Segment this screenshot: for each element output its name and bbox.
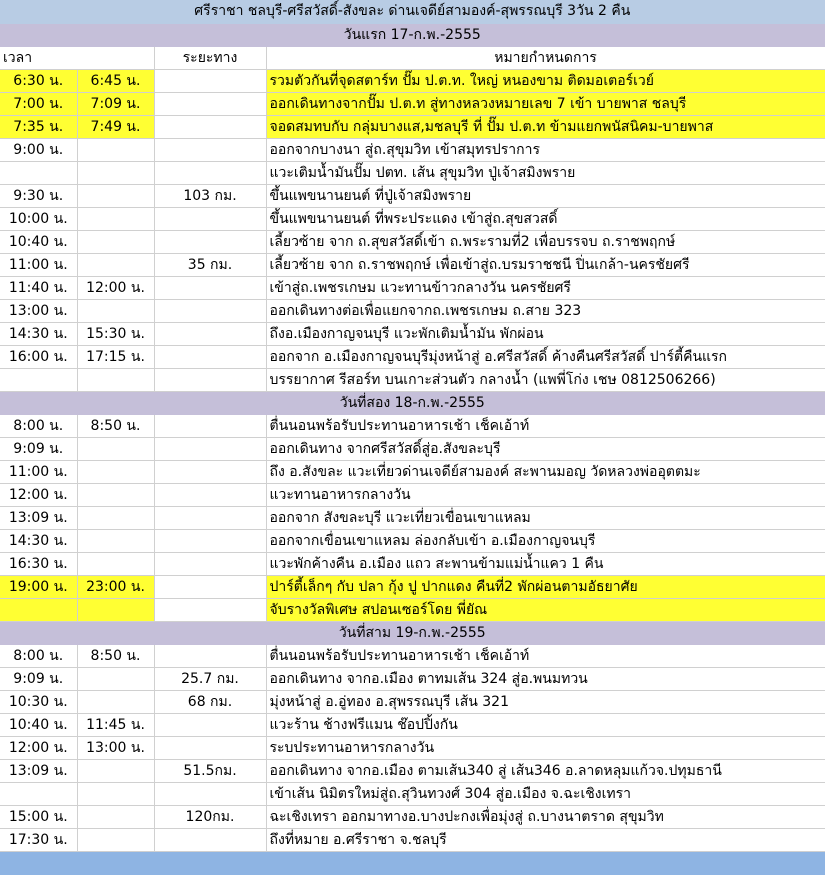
- distance: [154, 460, 266, 483]
- distance: [154, 713, 266, 736]
- schedule-row: [0, 828, 825, 851]
- day-label: วันแรก 17-ก.พ.-2555: [0, 23, 825, 46]
- activity: ออกเดินทาง จากอ.เมือง ตาทมเส้น 324 สู่อ.พนมทวน: [266, 667, 825, 690]
- activity: ตื่นนอนพร้อรับประทานอาหารเช้า เช็คเอ้าท์: [266, 644, 825, 667]
- activity: เข้าสู่ถ.เพชรเกษม แวะทานข้าวกลางวัน นครชัยศรี: [266, 276, 825, 299]
- start-time: 19:00 น.: [0, 575, 77, 598]
- distance: [154, 138, 266, 161]
- activity: ออกจาก อ.เมืองกาญจนบุรีมุ่งหน้าสู่ อ.ศรีสวัสดิ์ ค้างคืนศรีสวัสดิ์ ปาร์ตี้คืนแรก: [266, 345, 825, 368]
- end-time: [77, 437, 154, 460]
- start-time: 12:00 น.: [0, 483, 77, 506]
- end-time: 13:00 น.: [77, 736, 154, 759]
- schedule-row: [0, 253, 825, 276]
- end-time: [77, 230, 154, 253]
- distance: [154, 115, 266, 138]
- distance: [154, 828, 266, 851]
- footer-cell: [0, 851, 825, 874]
- schedule-row: [0, 759, 825, 782]
- start-time: [0, 598, 77, 621]
- start-time: 7:35 น.: [0, 115, 77, 138]
- activity: ตื่นนอนพร้อรับประทานอาหารเช้า เช็คเอ้าท์: [266, 414, 825, 437]
- start-time: 9:00 น.: [0, 138, 77, 161]
- schedule-row: [0, 667, 825, 690]
- start-time: [0, 161, 77, 184]
- distance: [154, 368, 266, 391]
- activity: บรรยากาศ รีสอร์ท บนเกาะส่วนตัว กลางน้ำ (แพพี่โก่ง เชษ 0812506266): [266, 368, 825, 391]
- start-time: 13:09 น.: [0, 759, 77, 782]
- activity: แวะเติมน้ำมันปั๊ม ปตท. เส้น สุขุมวิท ปู่เจ้าสมิงพราย: [266, 161, 825, 184]
- activity: จับรางวัลพิเศษ สปอนเซอร์โดย พี่ยัณ: [266, 598, 825, 621]
- distance: [154, 575, 266, 598]
- end-time: 8:50 น.: [77, 414, 154, 437]
- activity: แวะทานอาหารกลางวัน: [266, 483, 825, 506]
- distance: 25.7 กม.: [154, 667, 266, 690]
- end-time: 6:45 น.: [77, 69, 154, 92]
- day-header-row: [0, 621, 825, 644]
- end-time: 12:00 น.: [77, 276, 154, 299]
- schedule-row: [0, 805, 825, 828]
- start-time: 16:00 น.: [0, 345, 77, 368]
- schedule-row: [0, 552, 825, 575]
- end-time: [77, 207, 154, 230]
- distance: 103 กม.: [154, 184, 266, 207]
- schedule-row: [0, 713, 825, 736]
- start-time: 16:30 น.: [0, 552, 77, 575]
- distance: [154, 552, 266, 575]
- distance: [154, 414, 266, 437]
- activity: ถึง อ.สังขละ แวะเที่ยวด่านเจดีย์สามองค์ สะพานมอญ วัดหลวงพ่ออุตตมะ: [266, 460, 825, 483]
- end-time: 7:49 น.: [77, 115, 154, 138]
- start-time: 14:30 น.: [0, 322, 77, 345]
- end-time: 11:45 น.: [77, 713, 154, 736]
- end-time: [77, 667, 154, 690]
- start-time: 10:00 น.: [0, 207, 77, 230]
- activity: ขึ้นแพขนานยนต์ ที่พระประแดง เข้าสู่ถ.สุขสวสดิ์: [266, 207, 825, 230]
- activity: ฉะเชิงเทรา ออกมาทางอ.บางปะกงเพื่อมุ่งสู่ ถ.บางนาตราด สุขุมวิท: [266, 805, 825, 828]
- title-row: [0, 0, 825, 23]
- start-time: 13:09 น.: [0, 506, 77, 529]
- start-time: 12:00 น.: [0, 736, 77, 759]
- distance: [154, 230, 266, 253]
- schedule-row: [0, 115, 825, 138]
- activity: ถึงที่หมาย อ.ศรีราชา จ.ชลบุรี: [266, 828, 825, 851]
- schedule-row: [0, 322, 825, 345]
- start-time: 8:00 น.: [0, 644, 77, 667]
- start-time: 8:00 น.: [0, 414, 77, 437]
- schedule-row: [0, 598, 825, 621]
- distance: [154, 276, 266, 299]
- footer-bar: [0, 851, 825, 874]
- activity: ออกจากเขื่อนเขาแหลม ล่องกลับเข้า อ.เมืองกาญจนบุรี: [266, 529, 825, 552]
- end-time: [77, 506, 154, 529]
- distance: [154, 437, 266, 460]
- schedule-row: [0, 644, 825, 667]
- activity: ออกเดินทางจากปั๊ม ป.ต.ท สู่ทางหลวงหมายเลข 7 เข้า บายพาส ชลบุรี: [266, 92, 825, 115]
- schedule-row: [0, 92, 825, 115]
- end-time: [77, 460, 154, 483]
- distance: [154, 161, 266, 184]
- day-label: วันที่สาม 19-ก.พ.-2555: [0, 621, 825, 644]
- schedule-row: [0, 575, 825, 598]
- activity: ออกเดินทาง จากอ.เมือง ตามเส้น340 สู่ เส้น346 อ.ลาดหลุมแก้วจ.ปทุมธานี: [266, 759, 825, 782]
- distance: 35 กม.: [154, 253, 266, 276]
- end-time: [77, 782, 154, 805]
- distance: [154, 598, 266, 621]
- column-header-distance: ระยะทาง: [154, 46, 266, 69]
- end-time: 23:00 น.: [77, 575, 154, 598]
- schedule-row: [0, 345, 825, 368]
- page-title: ศรีราชา ชลบุรี-ศรีสวัสดิ์-สังขละ ด่านเจดีย์สามองค์-สุพรรณบุรี 3วัน 2 คืน: [0, 0, 825, 23]
- start-time: 9:30 น.: [0, 184, 77, 207]
- column-header-itinerary: หมายกำหนดการ: [266, 46, 825, 69]
- end-time: [77, 598, 154, 621]
- start-time: 11:40 น.: [0, 276, 77, 299]
- activity: รวมตัวกันที่จุดสตาร์ท ปั๊ม ป.ต.ท. ใหญ่ หนองขาม ติดมอเตอร์เวย์: [266, 69, 825, 92]
- start-time: 15:00 น.: [0, 805, 77, 828]
- schedule-row: [0, 184, 825, 207]
- column-header-row: [0, 46, 825, 69]
- schedule-row: [0, 368, 825, 391]
- schedule-row: [0, 69, 825, 92]
- distance: [154, 736, 266, 759]
- activity: จอดสมทบกับ กลุ่มบางแส,มชลบุรี ที่ ปั๊ม ป.ต.ท ข้ามแยกพนัสนิคม-บายพาส: [266, 115, 825, 138]
- end-time: 17:15 น.: [77, 345, 154, 368]
- distance: [154, 69, 266, 92]
- schedule-row: [0, 782, 825, 805]
- start-time: 10:40 น.: [0, 713, 77, 736]
- start-time: 17:30 น.: [0, 828, 77, 851]
- activity: เลี้ยวซ้าย จาก ถ.สุขสวัสดิ์เข้า ถ.พระรามที่2 เพื่อบรรจบ ถ.ราชพฤกษ์: [266, 230, 825, 253]
- schedule-row: [0, 161, 825, 184]
- start-time: 10:30 น.: [0, 690, 77, 713]
- day-header-row: [0, 23, 825, 46]
- activity: ระบประทานอาหารกลางวัน: [266, 736, 825, 759]
- end-time: 7:09 น.: [77, 92, 154, 115]
- schedule-row: [0, 460, 825, 483]
- distance: [154, 506, 266, 529]
- activity: แวะร้าน ช้างฟรีแมน ช๊อปปิ้งกัน: [266, 713, 825, 736]
- distance: [154, 782, 266, 805]
- distance: [154, 299, 266, 322]
- distance: 120กม.: [154, 805, 266, 828]
- end-time: [77, 138, 154, 161]
- start-time: 7:00 น.: [0, 92, 77, 115]
- activity: ถึงอ.เมืองกาญจนบุรี แวะพักเติมน้ำมัน พักผ่อน: [266, 322, 825, 345]
- schedule-row: [0, 483, 825, 506]
- end-time: [77, 805, 154, 828]
- distance: [154, 322, 266, 345]
- end-time: [77, 529, 154, 552]
- activity: ขึ้นแพขนานยนต์ ที่ปู่เจ้าสมิงพราย: [266, 184, 825, 207]
- end-time: [77, 759, 154, 782]
- day-label: วันที่สอง 18-ก.พ.-2555: [0, 391, 825, 414]
- start-time: 11:00 น.: [0, 460, 77, 483]
- end-time: [77, 299, 154, 322]
- start-time: 10:40 น.: [0, 230, 77, 253]
- start-time: 9:09 น.: [0, 667, 77, 690]
- distance: [154, 345, 266, 368]
- schedule-row: [0, 138, 825, 161]
- schedule-row: [0, 690, 825, 713]
- distance: [154, 644, 266, 667]
- day-header-row: [0, 391, 825, 414]
- schedule-row: [0, 299, 825, 322]
- distance: 68 กม.: [154, 690, 266, 713]
- distance: [154, 92, 266, 115]
- start-time: 14:30 น.: [0, 529, 77, 552]
- schedule-row: [0, 276, 825, 299]
- start-time: 6:30 น.: [0, 69, 77, 92]
- end-time: 8:50 น.: [77, 644, 154, 667]
- column-header-time: เวลา: [0, 46, 154, 69]
- end-time: [77, 552, 154, 575]
- start-time: [0, 368, 77, 391]
- distance: 51.5กม.: [154, 759, 266, 782]
- activity: ออกเดินทาง จากศรีสวัสดิ์สู่อ.สังขละบุรี: [266, 437, 825, 460]
- activity: ออกเดินทางต่อเพื่อแยกจากถ.เพชรเกษม ถ.สาย 323: [266, 299, 825, 322]
- end-time: [77, 690, 154, 713]
- end-time: 15:30 น.: [77, 322, 154, 345]
- distance: [154, 483, 266, 506]
- activity: ออกจาก สังขละบุรี แวะเที่ยวเขื่อนเขาแหลม: [266, 506, 825, 529]
- schedule-row: [0, 414, 825, 437]
- start-time: 11:00 น.: [0, 253, 77, 276]
- schedule-row: [0, 736, 825, 759]
- schedule-row: [0, 529, 825, 552]
- activity: เลี้ยวซ้าย จาก ถ.ราชพฤกษ์ เพื่อเข้าสู่ถ.บรมราชชนี ปิ่นเกล้า-นครชัยศรี: [266, 253, 825, 276]
- start-time: 13:00 น.: [0, 299, 77, 322]
- end-time: [77, 368, 154, 391]
- end-time: [77, 184, 154, 207]
- distance: [154, 529, 266, 552]
- start-time: [0, 782, 77, 805]
- end-time: [77, 161, 154, 184]
- distance: [154, 207, 266, 230]
- activity: ปาร์ตี้เล็กๆ กับ ปลา กุ้ง ปู ปากแดง คืนที่2 พักผ่อนตามอัธยาศัย: [266, 575, 825, 598]
- end-time: [77, 483, 154, 506]
- activity: แวะพักค้างคืน อ.เมือง แถว สะพานข้ามแม่น้ำแคว 1 คืน: [266, 552, 825, 575]
- activity: เข้าเส้น นิมิตรใหม่สู่ถ.สุวินทวงศ์ 304 สู่อ.เมือง จ.ฉะเชิงเทรา: [266, 782, 825, 805]
- activity: มุ่งหน้าสู่ อ.อู่ทอง อ.สุพรรณบุรี เส้น 321: [266, 690, 825, 713]
- schedule-row: [0, 506, 825, 529]
- end-time: [77, 828, 154, 851]
- schedule-row: [0, 207, 825, 230]
- activity: ออกจากบางนา สู่ถ.สุขุมวิท เข้าสมุทรปราการ: [266, 138, 825, 161]
- start-time: 9:09 น.: [0, 437, 77, 460]
- schedule-row: [0, 230, 825, 253]
- end-time: [77, 253, 154, 276]
- schedule-row: [0, 437, 825, 460]
